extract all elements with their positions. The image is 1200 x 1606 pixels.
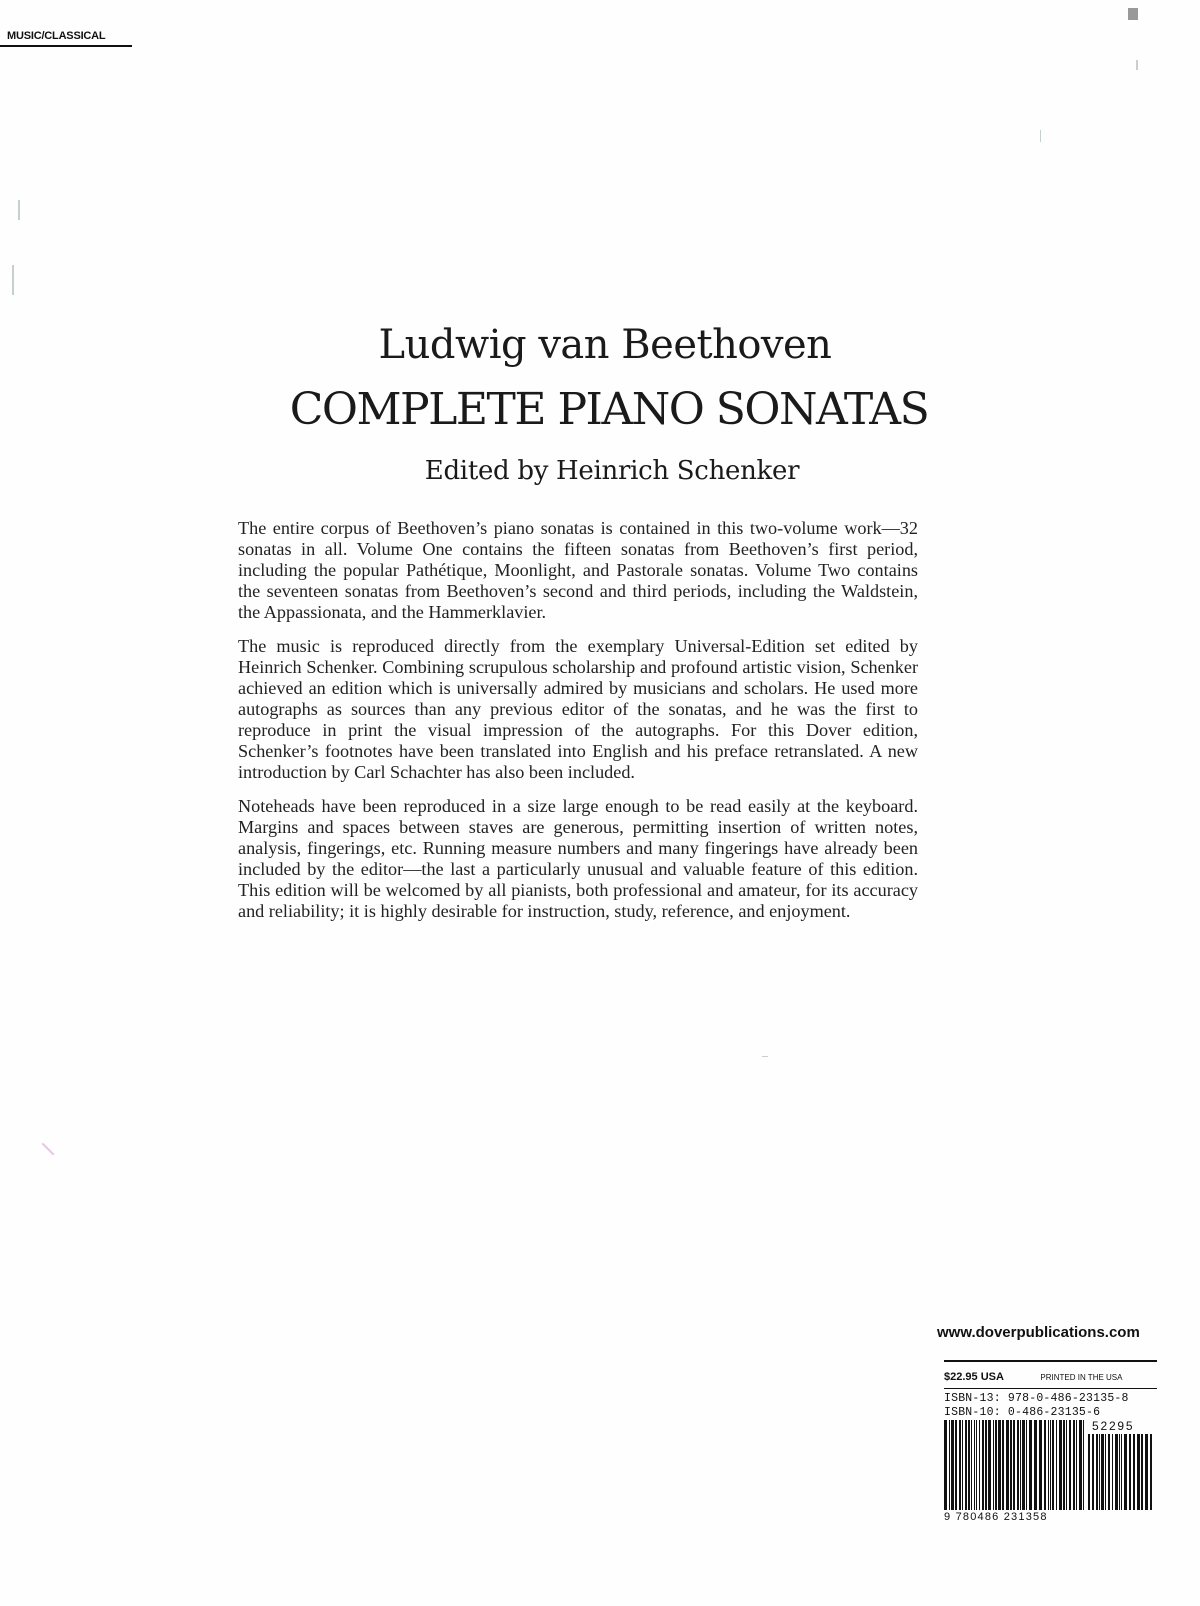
price-box bbox=[944, 1360, 1157, 1389]
barcode-bar bbox=[982, 1420, 984, 1510]
barcode-bar bbox=[965, 1420, 967, 1510]
price: $22.95 USA bbox=[944, 1371, 1004, 1383]
barcode-bar bbox=[1145, 1434, 1148, 1510]
barcode-bar bbox=[962, 1420, 963, 1510]
barcode-bar bbox=[1096, 1434, 1098, 1510]
barcode-bar bbox=[1020, 1420, 1021, 1510]
barcode-bar bbox=[1013, 1420, 1015, 1510]
barcode-bar bbox=[1079, 1420, 1082, 1510]
barcode-bar bbox=[1048, 1420, 1049, 1510]
price-rule bbox=[944, 1388, 1157, 1389]
barcode-bar bbox=[1141, 1434, 1143, 1510]
barcode-icon bbox=[944, 1420, 1092, 1510]
barcode-bar bbox=[1069, 1420, 1071, 1510]
barcode-bar bbox=[1002, 1420, 1004, 1510]
barcode-bar bbox=[1088, 1434, 1090, 1510]
barcode-bar bbox=[985, 1420, 987, 1510]
barcode-bar bbox=[1050, 1420, 1051, 1510]
barcode-bar bbox=[995, 1420, 997, 1510]
book-title: COMPLETE PIANO SONATAS bbox=[289, 384, 929, 435]
barcode-bar bbox=[1034, 1420, 1037, 1510]
barcode-bar bbox=[979, 1420, 980, 1510]
barcode-bar bbox=[971, 1420, 972, 1510]
barcode-bar bbox=[968, 1420, 970, 1510]
description bbox=[238, 518, 918, 935]
author-name: Ludwig van Beethoven bbox=[378, 322, 832, 368]
barcode-bar bbox=[1150, 1434, 1152, 1510]
barcode-bar bbox=[1108, 1434, 1110, 1510]
barcode-bar bbox=[1022, 1420, 1025, 1510]
barcode-bar bbox=[959, 1420, 961, 1510]
barcode-bar bbox=[955, 1420, 957, 1510]
barcode-bar bbox=[988, 1420, 991, 1510]
barcode-bar bbox=[1133, 1434, 1135, 1510]
barcode-bar bbox=[1063, 1420, 1065, 1510]
barcode-digits: 9 780486 231358 bbox=[944, 1511, 1048, 1523]
barcode-bar bbox=[1099, 1434, 1100, 1510]
isbn-13: ISBN-13: 978-0-486-23135-8 bbox=[944, 1392, 1129, 1405]
barcode-bar bbox=[1137, 1434, 1140, 1510]
barcode-bar bbox=[1066, 1420, 1067, 1510]
barcode-bar bbox=[1129, 1434, 1131, 1510]
publisher-website: www.doverpublications.com bbox=[937, 1324, 1140, 1341]
barcode-bar bbox=[951, 1420, 954, 1510]
barcode-bar bbox=[998, 1420, 1001, 1510]
barcode-bar bbox=[1092, 1434, 1094, 1510]
barcode-bar bbox=[993, 1420, 994, 1510]
barcode-bar bbox=[949, 1420, 950, 1510]
printed-in: PRINTED IN THE USA bbox=[1040, 1373, 1123, 1382]
barcode-bar bbox=[944, 1420, 947, 1510]
barcode-bar bbox=[976, 1420, 977, 1510]
editor-credit: Edited by Heinrich Schenker bbox=[424, 456, 800, 486]
barcode-addon-icon bbox=[1088, 1434, 1154, 1510]
barcode-bar bbox=[974, 1420, 975, 1510]
barcode-bar bbox=[1119, 1434, 1120, 1510]
barcode-bar bbox=[1115, 1434, 1118, 1510]
barcode-bar bbox=[1052, 1420, 1054, 1510]
barcode-bar bbox=[1059, 1420, 1062, 1510]
isbn-10: ISBN-10: 0-486-23135-6 bbox=[944, 1406, 1101, 1419]
barcode-bar bbox=[1044, 1420, 1046, 1510]
barcode-bar bbox=[1076, 1420, 1077, 1510]
barcode-bar bbox=[1083, 1420, 1084, 1510]
barcode-bar bbox=[1101, 1434, 1104, 1510]
barcode-bar bbox=[1010, 1420, 1012, 1510]
barcode-bar bbox=[1112, 1434, 1113, 1510]
barcode-bar bbox=[1056, 1420, 1057, 1510]
description-paragraph-3: Noteheads have been reproduced in a size large enough to be read easily at the keyboard. Margins and spaces between staves are generous, permitting insertion of written notes, analysis, fingerings, etc. Running measure numbers and many fingerings have already been included by the editor—the last a particularly unusual and valuable feature of this edition. This edition will be welcomed by all pianists, both professional and amateur, for its accuracy and reliability; it is highly desirable for instruction, study, reference, and enjoyment. bbox=[238, 796, 918, 921]
barcode-bar bbox=[1017, 1420, 1019, 1510]
barcode-bar bbox=[1029, 1420, 1032, 1510]
barcode-bar bbox=[1039, 1420, 1042, 1510]
barcode-bar bbox=[1006, 1420, 1009, 1510]
barcode-bar bbox=[1105, 1434, 1106, 1510]
category-label: MUSIC/CLASSICAL bbox=[0, 30, 132, 47]
barcode-bar bbox=[1124, 1434, 1127, 1510]
addon-code: 52295 bbox=[1092, 1419, 1135, 1433]
description-paragraph-2: The music is reproduced directly from the exemplary Universal-Edition set edited by Heinrich Schenker. Combining scrupulous scholarship and profound artistic vision, Schenker achieved an edition which is universally admired by musicians and scholars. He used more autographs as sources than any previous editor of the sonatas, and he was the first to reproduce in print the visual impression of the autographs. For this Dover edition, Schenker’s footnotes have been translated into English and his preface retranslated. A new introduction by Carl Schachter has also been included. bbox=[238, 636, 918, 782]
barcode-bar bbox=[1073, 1420, 1075, 1510]
barcode-bar bbox=[1026, 1420, 1027, 1510]
description-paragraph-1: The entire corpus of Beethoven’s piano sonatas is contained in this two-volume work—32 sonatas in all. Volume One contains the fifteen sonatas from Beethoven’s first period, including the popular Pathétique, Moonlight, and Pastorale sonatas. Volume Two contains the seventeen sonatas from Beethoven’s second and third periods, including the Waldstein, the Appassionata, and the Hammerklavier. bbox=[238, 518, 918, 622]
barcode-bar bbox=[1121, 1434, 1122, 1510]
